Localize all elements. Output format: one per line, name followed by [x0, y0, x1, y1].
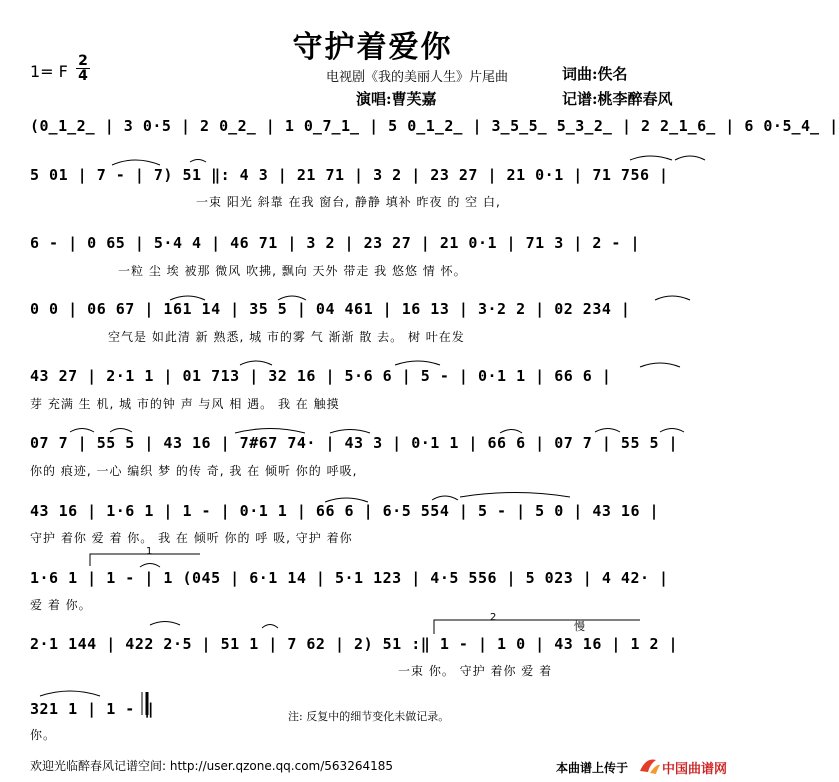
slur: [40, 691, 100, 696]
volta-2-label: 2: [490, 612, 497, 623]
site-logo[interactable]: 中国曲谱网: [662, 762, 728, 777]
lyrics-line-2: 一束 阳光 斜靠 在我 窗台, 静静 填补 昨夜 的 空 白,: [196, 195, 501, 209]
notator-credit: 记谱:桃李醉春风: [562, 90, 673, 108]
notation-line-5: 43 27 | 2·1 1 | 01 713 | 32 16 | 5·6 6 | 5 - | 0·1 1 | 66 6 |: [30, 367, 612, 385]
notation-line-3: 6 - | 0 65 | 5·4 4 | 46 71 | 3 2 | 23 27 | 21 0·1 | 71 3 | 2 - |: [30, 234, 640, 252]
song-title: 守护着爱你: [292, 30, 453, 65]
slur: [235, 429, 305, 434]
slur: [460, 493, 570, 498]
slur: [432, 496, 458, 500]
lyrics-line-8: 爱 着 你。: [30, 598, 92, 612]
notation-line-7: 43 16 | 1·6 1 | 1 - | 0·1 1 | 66 6 | 6·5 554 | 5 - | 5 0 | 43 16 |: [30, 502, 660, 520]
time-signature: [76, 55, 90, 82]
notation-line-10: 321 1 | 1 - ‖: [30, 700, 154, 718]
lyrics-line-10: 你。: [30, 728, 57, 742]
tempo-mark: 慢: [574, 620, 585, 633]
lyricist-credit: 词曲:佚名: [562, 65, 628, 83]
slur: [675, 156, 705, 160]
slur: [655, 296, 690, 300]
time-signature-bottom: 4: [78, 68, 88, 84]
notation-line-8: 1·6 1 | 1 - | 1 (045 | 6·1 14 | 5·1 123 | 4·5 556 | 5 023 | 4 42· |: [30, 569, 669, 587]
slur: [395, 361, 440, 365]
slur: [630, 156, 672, 160]
slur: [595, 429, 620, 433]
slur: [660, 429, 684, 433]
slur: [140, 564, 160, 568]
lyrics-line-9: 一束 你。 守护 着你 爱 着: [398, 664, 553, 678]
notation-line-9: 2·1 144 | 422 2·5 | 51 1 | 7 62 | 2) 51 :‖ 1 - | 1 0 | 43 16 | 1 2 |: [30, 635, 679, 653]
lyrics-line-6: 你的 痕迹, 一心 编织 梦 的传 奇, 我 在 倾听 你的 呼吸,: [30, 464, 358, 478]
slur: [110, 429, 132, 433]
lyrics-line-7: 守护 着你 爱 着 你。 我 在 倾听 你的 呼 吸, 守护 着你: [30, 531, 353, 545]
logo-swirl-icon: [640, 759, 660, 774]
volta-2-bracket: [434, 620, 640, 634]
notation-line-1: (0̲1̲2̲ | 3 0·5 | 2 0̲2̲ | 1 0̲7̲1̲ | 5 0̲1̲2̲ | 3̲5̲5̲ 5̲3̲2̲ | 2 2̲1̲6̲ | 6 0·5̲4̲ |: [30, 117, 839, 135]
slur: [70, 429, 94, 433]
slur: [150, 622, 180, 626]
key-signature: 1= F: [30, 62, 68, 81]
upload-label: 本曲谱上传于: [556, 761, 629, 775]
notation-line-4: 0 0 | 06 67 | 161 14 | 35 5 | 04 461 | 16 13 | 3·2 2 | 02 234 |: [30, 300, 631, 318]
notation-line-2: 5 01 | 7 - | 7) 51 ‖: 4 3 | 21 71 | 3 2 | 23 27 | 21 0·1 | 71 756 |: [30, 166, 669, 184]
slur: [112, 160, 160, 165]
slur: [330, 430, 370, 434]
singer-credit: 演唱:曹芙嘉: [356, 90, 437, 108]
time-signature-top: 2: [78, 53, 88, 69]
welcome-link[interactable]: 欢迎光临醉春风记谱空间: http://user.qzone.qq.com/563264185: [30, 759, 394, 773]
lyrics-line-3: 一粒 尘 埃 被那 微风 吹拂, 飘向 天外 带走 我 悠悠 情 怀。: [118, 264, 467, 278]
footnote: 注: 反复中的细节变化未做记录。: [288, 710, 450, 723]
song-subtitle: 电视剧《我的美丽人生》片尾曲: [326, 70, 509, 85]
slur: [190, 160, 206, 163]
slur: [640, 363, 680, 367]
lyrics-line-4: 空气是 如此清 新 熟悉, 城 市的雾 气 渐渐 散 去。 树 叶在发: [108, 330, 465, 344]
lyrics-line-5: 芽 充满 生 机, 城 市的钟 声 与风 相 遇。 我 在 触摸: [30, 397, 340, 411]
slur: [240, 361, 272, 365]
slur: [500, 430, 522, 434]
notation-line-6: 07 7 | 55 5 | 43 16 | 7#67 74· | 43 3 | 0·1 1 | 66 6 | 07 7 | 55 5 |: [30, 434, 679, 452]
volta-1-label: 1: [146, 546, 153, 557]
slur: [262, 625, 278, 629]
